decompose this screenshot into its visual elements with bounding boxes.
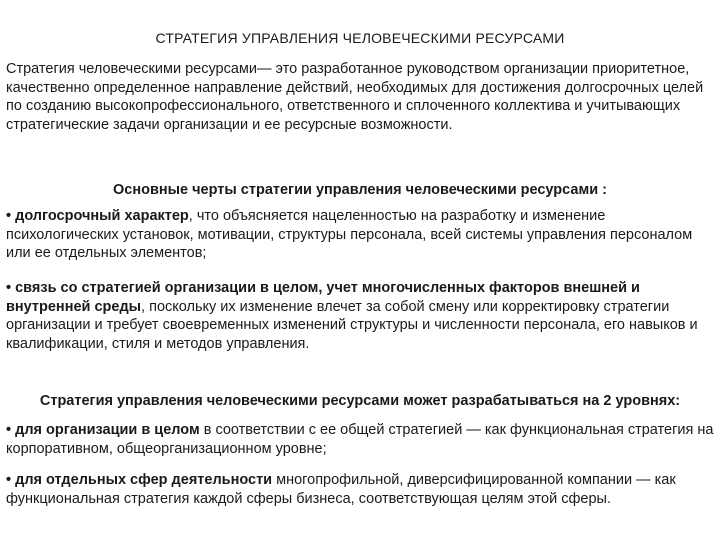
level-item-business-areas bbox=[6, 471, 714, 508]
bullet-marker: • bbox=[6, 208, 12, 224]
bullet-marker: • bbox=[6, 422, 12, 438]
level-bold-text: для отдельных сфер деятельности bbox=[15, 472, 273, 488]
level-item-organization bbox=[6, 421, 714, 458]
levels-heading: Стратегия управления человеческими ресурсами может разрабатываться на 2 уровнях: bbox=[39, 393, 681, 409]
feature-item-strategy-link bbox=[6, 279, 714, 353]
definition-term: Стратегия человеческими ресурсами bbox=[6, 61, 258, 77]
feature-text: , что объясняется нацеленностью на разработку и изменение психологических установок, мотивации, структуры персонала, всей системы управления персоналом или ее отдельных элементов; bbox=[6, 208, 693, 261]
definition-text: — это разработанное руководством организации приоритетное, качественно определенное направление действий, необходимых для достижения долгосрочных целей по созданию высокопрофессионального, ответственного и сплоченного коллектива и учитывающих стратегические задачи организации и ее ресурсные возможности. bbox=[6, 61, 704, 133]
bullet-marker: • bbox=[6, 472, 12, 488]
slide-title: СТРАТЕГИЯ УПРАВЛЕНИЯ ЧЕЛОВЕЧЕСКИМИ РЕСУРСАМИ bbox=[155, 30, 565, 46]
feature-bold-text: долгосрочный характер bbox=[15, 208, 189, 224]
features-heading: Основные черты стратегии управления человеческими ресурсами : bbox=[113, 182, 607, 198]
feature-item-long-term bbox=[6, 207, 714, 263]
level-text: в соответствии с ее общей стратегией — как функциональная стратегия на корпоративном, общеорганизационном уровне; bbox=[6, 422, 714, 457]
bullet-marker: • bbox=[6, 280, 12, 296]
level-bold-text: для организации в целом bbox=[15, 422, 200, 438]
feature-bold-text: связь со стратегией организации в целом, учет многочисленных факторов внешней и внутренней среды bbox=[6, 280, 640, 315]
level-text: многопрофильной, диверсифицированной компании — как функциональная стратегия каждой сферы бизнеса, соответствующая целям этой сферы. bbox=[6, 472, 676, 507]
definition-paragraph bbox=[6, 60, 714, 134]
feature-text: , поскольку их изменение влечет за собой смену или корректировку стратегии организации и требует своевременных изменений структуры и численности персонала, его навыков и квалификации, стиля и методов управления. bbox=[6, 298, 698, 352]
